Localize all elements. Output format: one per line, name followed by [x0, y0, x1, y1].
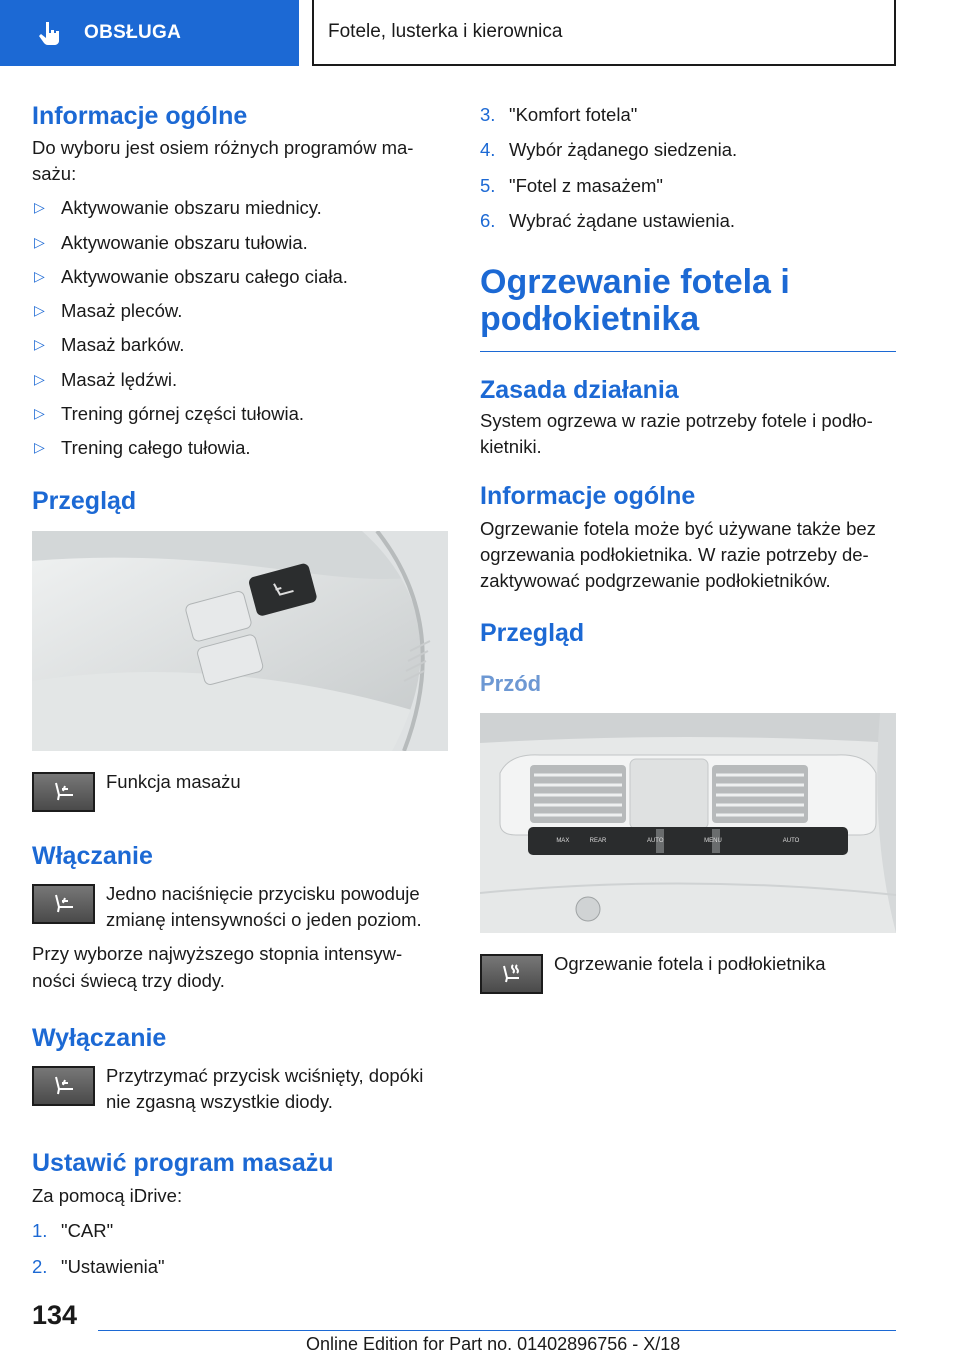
center-console-illustration	[480, 713, 896, 933]
triangle-bullet-icon: ▷	[34, 233, 45, 250]
general-info-heading: Informacje ogólne	[32, 102, 248, 130]
switch-off-row	[32, 1063, 448, 1116]
list-item: ▷ Masaż lędźwi.	[34, 368, 178, 390]
list-item: ▷ Aktywowanie obszaru całego ciała.	[34, 265, 348, 287]
triangle-bullet-icon: ▷	[34, 199, 45, 216]
list-item: ▷ Trening górnej części tułowia.	[34, 402, 305, 424]
list-item: ▷ Masaż barków.	[34, 334, 185, 356]
massage-function-label: Funkcja masażu	[106, 771, 241, 793]
door-panel-photo	[32, 531, 448, 751]
principle-text: System ogrzewa w razie potrzeby fotele i podło- kietniki.	[480, 409, 873, 457]
right-column	[480, 100, 896, 994]
heating-label-row	[480, 951, 896, 994]
general-info-text: Ogrzewanie fotela może być używane także bez ogrzewania podłokietnika. W razie potrzeby de- zaktywować podgrzewanie podłokietników.	[480, 517, 876, 592]
front-heading: Przód	[480, 671, 542, 697]
switch-on-note: Przy wyborze najwyższego stopnia intensyw- ności świecą trzy diody.	[32, 943, 403, 991]
triangle-bullet-icon: ▷	[34, 439, 45, 456]
overview-heading: Przegląd	[480, 618, 585, 647]
massage-button-icon	[32, 884, 95, 924]
list-item: ▷ Aktywowanie obszaru miednicy.	[34, 197, 322, 219]
steps-list-continued	[480, 102, 896, 234]
switch-off-text: Przytrzymać przycisk wciśnięty, dopóki nie zgasną wszystkie diody.	[106, 1064, 424, 1112]
list-item: 2. "Ustawienia"	[32, 1255, 165, 1277]
list-item: 1. "CAR"	[32, 1220, 114, 1242]
general-info-heading: Informacje ogólne	[480, 482, 696, 511]
climate-control-panel	[536, 832, 840, 850]
door-panel-illustration	[32, 531, 448, 751]
footer-rule	[98, 1330, 896, 1331]
panel-button-label: REAR	[589, 838, 607, 845]
massage-button-icon	[32, 1066, 95, 1106]
triangle-bullet-icon: ▷	[34, 336, 45, 353]
heating-heading: Ogrzewanie fotela i podłokietnika	[480, 263, 790, 339]
section-tab	[0, 0, 299, 66]
general-info-text: Do wyboru jest osiem różnych programów ma- sażu:	[32, 136, 414, 185]
massage-function-row	[32, 769, 448, 812]
hand-pointer-icon	[38, 20, 64, 46]
switch-on-text: Jedno naciśnięcie przycisku powoduje zmianę intensywności o jeden poziom.	[106, 882, 422, 931]
triangle-bullet-icon: ▷	[34, 302, 45, 319]
list-item: 6. Wybrać żądane ustawienia.	[480, 209, 736, 231]
panel-button-label: AUTO	[782, 838, 800, 845]
triangle-bullet-icon: ▷	[34, 370, 45, 387]
section-tab-label: OBSŁUGA	[84, 22, 182, 43]
edition-info: Online Edition for Part no. 01402896756 - X/18	[306, 1334, 681, 1354]
list-item: 4. Wybór żądanego siedzenia.	[480, 139, 738, 161]
center-console-photo	[480, 713, 896, 933]
switch-on-heading: Włączanie	[32, 842, 153, 871]
set-program-heading: Ustawić program masażu	[32, 1149, 334, 1178]
switch-off-heading: Wyłączanie	[32, 1023, 167, 1052]
seat-heating-button-icon	[480, 954, 543, 994]
heating-label: Ogrzewanie fotela i podłokietnika	[554, 953, 826, 975]
list-item: 5. "Fotel z masażem"	[480, 174, 663, 196]
set-program-intro: Za pomocą iDrive:	[32, 1185, 183, 1206]
chapter-title: Fotele, lusterka i kierownica	[312, 0, 896, 66]
panel-button-label: MENU	[704, 838, 722, 845]
left-column	[32, 100, 448, 1280]
panel-button-label: MAX	[556, 838, 570, 845]
list-item: ▷ Aktywowanie obszaru tułowia.	[34, 231, 308, 253]
principle-heading: Zasada działania	[480, 375, 679, 404]
triangle-bullet-icon: ▷	[34, 404, 45, 421]
steps-list	[32, 1218, 448, 1280]
switch-on-row	[32, 881, 448, 934]
massage-programs-list	[32, 195, 448, 461]
massage-button-icon	[32, 772, 95, 812]
heading-rule	[480, 351, 896, 352]
overview-heading: Przegląd	[32, 487, 137, 516]
list-item: 3. "Komfort fotela"	[480, 104, 638, 125]
page-header	[0, 0, 960, 66]
list-item: ▷ Masaż pleców.	[34, 300, 183, 322]
triangle-bullet-icon: ▷	[34, 267, 45, 284]
list-item: ▷ Trening całego tułowia.	[34, 437, 251, 459]
page-number: 134	[32, 1300, 78, 1330]
panel-button-label: AUTO	[646, 838, 664, 845]
